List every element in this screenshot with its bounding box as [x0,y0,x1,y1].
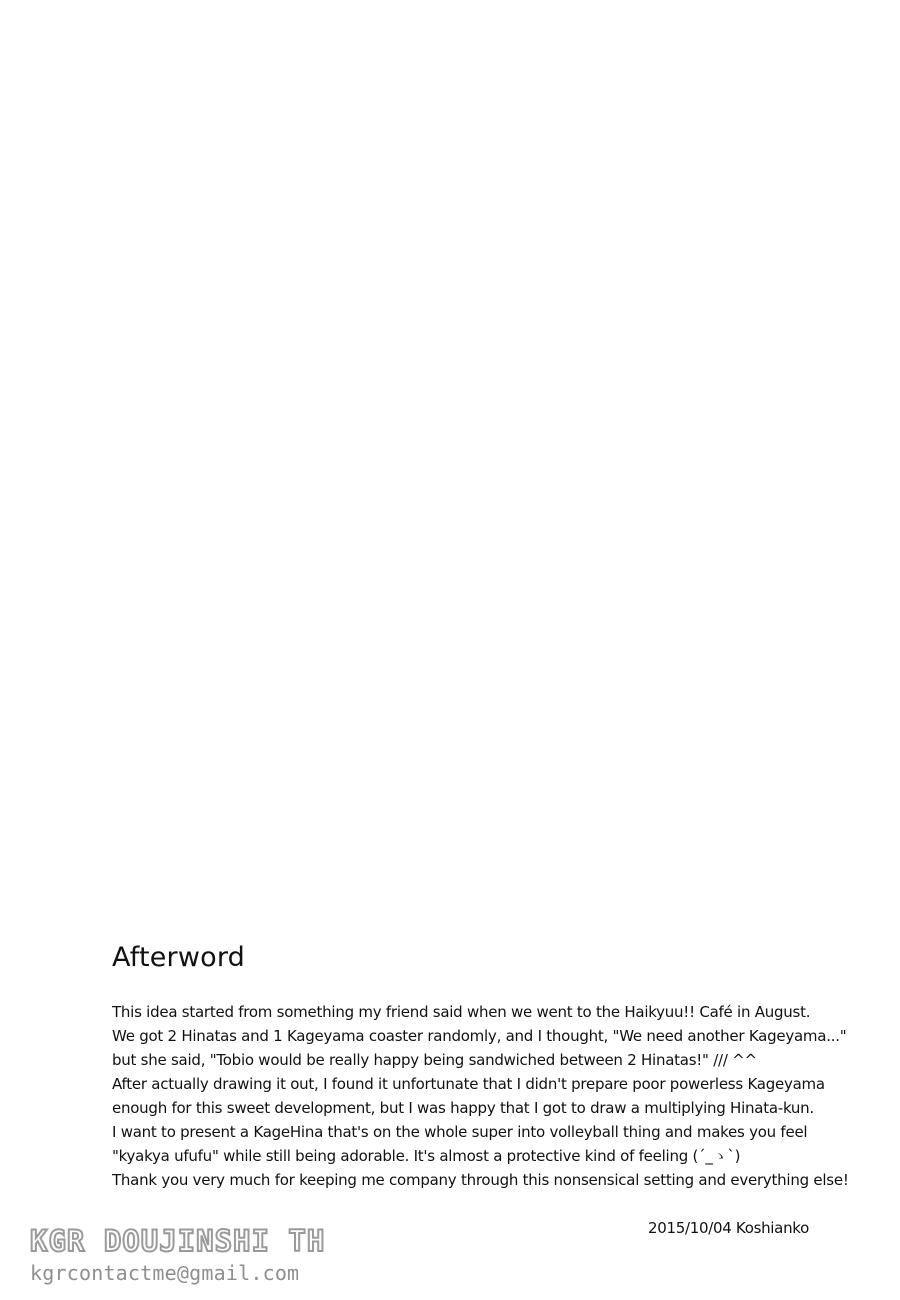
afterword-title: Afterword [112,942,246,973]
watermark-title: KGR DOUJINSHI TH [30,1224,326,1258]
signature-date-author: 2015/10/04 Koshianko [648,1219,810,1237]
afterword-line-2: We got 2 Hinatas and 1 Kageyama coaster randomly, and I thought, "We need another Kageyama..." [112,1027,847,1045]
scanlation-watermark [30,1224,330,1286]
watermark-email: kgrcontactme@gmail.com [30,1261,300,1285]
afterword-line-8: Thank you very much for keeping me company through this nonsensical setting and everything else! [112,1171,849,1189]
afterword-line-5: enough for this sweet development, but I was happy that I got to draw a multiplying Hinata-kun. [112,1099,814,1117]
afterword-line-3: but she said, "Tobio would be really happy being sandwiched between 2 Hinatas!" /// ^^ [112,1051,757,1069]
afterword-line-6: I want to present a KageHina that's on the whole super into volleyball thing and makes you feel [112,1123,808,1141]
afterword-body [112,1000,849,1192]
afterword-line-4: After actually drawing it out, I found it unfortunate that I didn't prepare poor powerless Kageyama [112,1075,825,1093]
afterword-line-1: This idea started from something my friend said when we went to the Haikyuu!! Café in August. [112,1003,811,1021]
afterword-line-7: "kyakya ufufu" while still being adorable. It's almost a protective kind of feeling (´_ゝ`) [112,1147,741,1165]
